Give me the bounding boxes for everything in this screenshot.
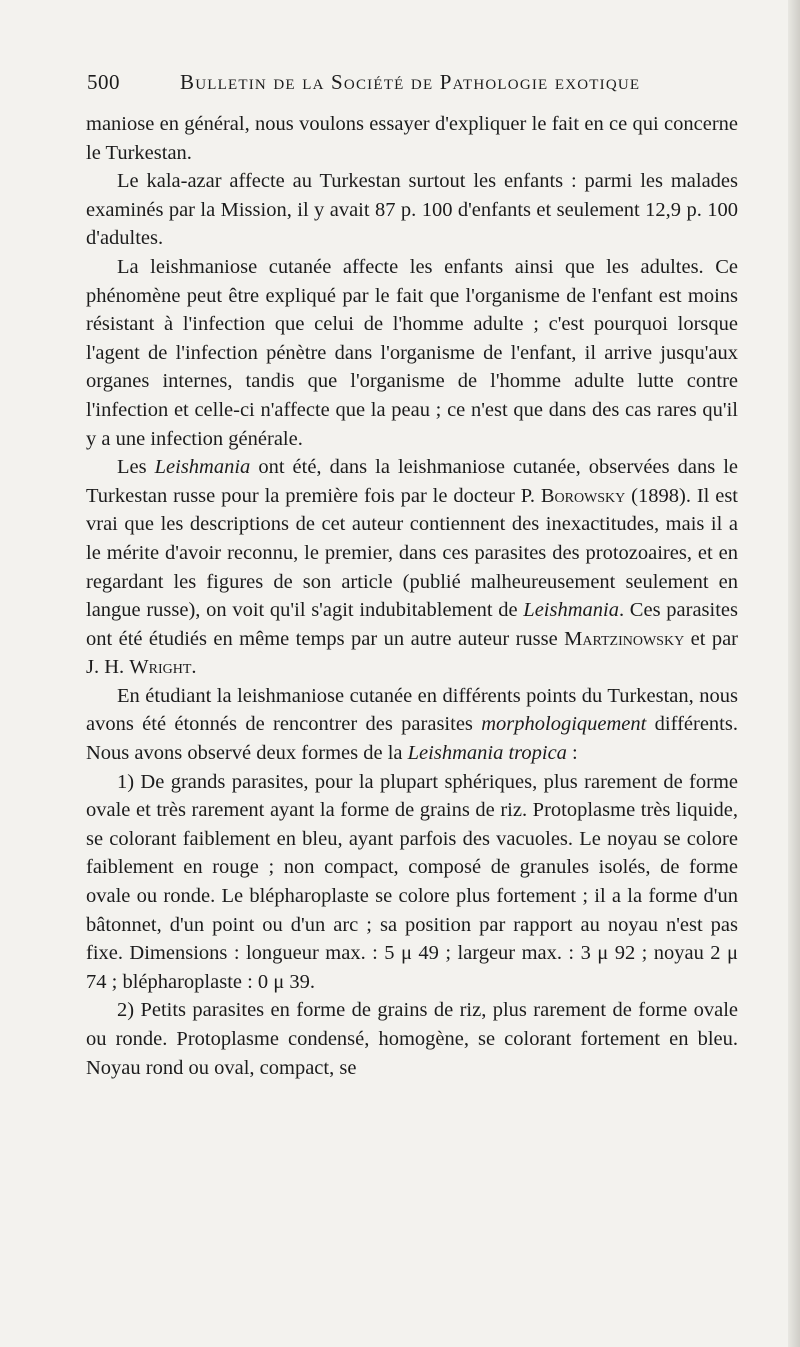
paragraph-4 [86, 453, 738, 682]
body-text [86, 110, 738, 1082]
text-run: Les [117, 456, 155, 479]
paragraph-5 [86, 682, 738, 768]
text-run: ont été, dans la leishmaniose cutanée, observées dans le Turkestan russe pour la première fois par le docteur P. [86, 456, 738, 507]
author-name: Martzinowsky [564, 627, 685, 650]
italic-term: Leishmania tropica [407, 742, 567, 765]
paragraph-2: Le kala-azar affecte au Turkestan surtout les enfants : parmi les malades examinés par la Mission, il y avait 87 p. 100 d'enfants et seulement 12,9 p. 100 d'adultes. [86, 170, 738, 250]
italic-term: Leishmania [154, 456, 251, 479]
text-run: (1898). Il est vrai que les descriptions de cet auteur contiennent des inexactitudes, mais il a le mérite d'avoir reconnu, le premier, dans ces parasites des protozoaires, et en regardant les figures de son article (publié malheureusement seulement en langue russe), on voit qu'il s'agit indubitablement de [86, 484, 738, 622]
page-number: 500 [87, 70, 120, 94]
text-run: et par J. H. [86, 627, 738, 679]
italic-term: Leishmania [523, 599, 619, 622]
author-name: Wright [129, 656, 192, 679]
author-name: Borowsky [540, 484, 626, 507]
text-run: . [191, 656, 197, 679]
paragraph-1: maniose en général, nous voulons essayer d'expliquer le fait en ce qui concerne le Turkestan. [86, 113, 738, 164]
page-edge-shadow [788, 0, 800, 1347]
paragraph-7: 2) Petits parasites en forme de grains de riz, plus rarement de forme ovale ou ronde. Protoplasme condensé, homogène, se colorant fortement en bleu. Noyau rond ou oval, compact, se [86, 999, 738, 1079]
running-header [0, 70, 800, 100]
text-run: En étudiant la leishmaniose cutanée en différents points du Turkestan, nous avons été étonnés de rencontrer des parasites [86, 684, 738, 736]
text-run: : [566, 742, 578, 765]
text-run: différents. Nous avons observé deux formes de la [86, 713, 738, 765]
text-run: . Ces parasites ont été étudiés en même temps par un autre auteur russe [86, 599, 738, 650]
paragraph-3: La leishmaniose cutanée affecte les enfants ainsi que les adultes. Ce phénomène peut être expliqué par le fait que l'organisme de l'enfant est moins résistant à l'infection que celui de l'homme adulte ; c'est pourquoi lorsque l'agent de l'infection pénètre dans l'organisme de l'enfant, il arrive jusqu'aux organes internes, tandis que l'organisme de l'homme adulte lutte contre l'infection et celle-ci n'affecte que la peau ; ce n'est que dans des cas rares qu'il y a une infection générale. [86, 255, 738, 450]
paragraph-6: 1) De grands parasites, pour la plupart sphériques, plus rarement de forme ovale et très rarement ayant la forme de grains de riz. Protoplasme très liquide, se colorant faiblement en bleu, ayant parfois des vacuoles. Le noyau se colore faiblement en rouge ; non compact, composé de granules isolés, de forme ovale ou ronde. Le blépharoplaste se colore plus fortement ; il a la forme d'un bâtonnet, d'un point ou d'un arc ; sa position par rapport au noyau n'est pas fixe. Dimensions : longueur max. : 5 μ 49 ; largeur max. : 3 μ 92 ; noyau 2 μ 74 ; blépharoplaste : 0 μ 39. [86, 770, 738, 993]
italic-term: morphologiquement [481, 713, 647, 736]
running-title: Bulletin de la Société de Pathologie exotique [180, 70, 641, 94]
